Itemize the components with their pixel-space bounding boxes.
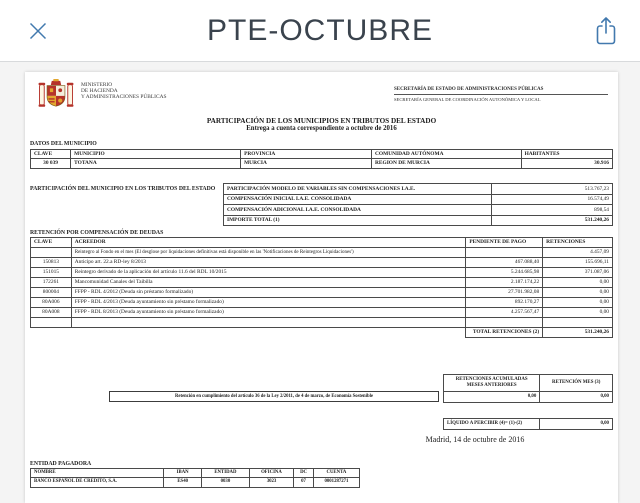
column-header-nombre: NOMBRE [31,469,164,478]
header-line: RETENCIONES ACUMULADAS [455,376,528,382]
column-header-oficina: OFICINA [249,469,293,478]
cell-empty [466,318,543,328]
table-row [31,248,613,258]
cell-cuenta: 0001287271 [313,478,359,488]
participacion-table [223,183,613,226]
column-header-provincia: PROVINCIA [241,150,372,159]
cell-acreedor: Reintegro al Fondo en el mes (El desglose por liquidaciones definitivas está disponible en las 'Notificaciones de Reintegros Liquidaciones') [71,248,466,258]
column-header-comunidad: COMUNIDAD AUTÓNOMA [372,150,522,159]
section-label-participacion: PARTICIPACIÓN DEL MUNICIPIO EN LOS TRIBUTOS DEL ESTADO [30,186,216,192]
ministry-name [81,82,166,101]
cell-clave: 80A008 [31,308,72,318]
column-header-entidad: ENTIDAD [202,469,250,478]
cell-pendiente: 27.701.982,08 [466,288,543,298]
table-header-row [31,150,613,159]
cell-importe: 16.574,49 [492,194,613,205]
cell-importe: 531.240,26 [492,215,613,226]
cell-empty [31,318,72,328]
section-label-entidad-pagadora: ENTIDAD PAGADORA [30,461,92,467]
table-row [31,298,613,308]
document-page [25,72,618,503]
document-title-line1: PARTICIPACIÓN DE LOS MUNICIPIOS EN TRIBUTOS DEL ESTADO [206,117,437,125]
cell-pendiente: 4.257.567,47 [466,308,543,318]
document-title [25,117,618,133]
column-header-pendiente: PENDIENTE DE PAGO [466,238,543,248]
cell-dc: 07 [294,478,314,488]
table-header-row [31,238,613,248]
cell-pendiente: 2.187.174,22 [466,278,543,288]
cell-retenciones: 0,00 [543,288,613,298]
total-retenciones-value: 531.240,26 [543,328,613,338]
column-header-habitantes: HABITANTES [521,150,612,159]
column-header-acumuladas [444,375,540,392]
table-row [444,392,613,403]
cell-empty [543,318,613,328]
cell-clave: 151015 [31,268,72,278]
spain-coat-of-arms-logo [37,78,75,110]
entidad-pagadora-table [30,468,360,488]
column-header-iban: IBAN [164,469,202,478]
column-header-clave: CLAVE [31,150,71,159]
close-icon [26,19,50,43]
cell-retenciones: 0,00 [543,298,613,308]
cell-retenciones: 0,00 [543,308,613,318]
table-header-row [31,469,360,478]
cell-acreedor: FFPP - RDL 4/2012 (Deuda sin préstamo formalizado) [71,288,466,298]
cell-retenciones: 371.087,06 [543,268,613,278]
document-title-line2: Entrega a cuenta correspondiente a octubre de 2016 [246,125,397,133]
table-row [444,419,613,430]
viewer-title: PTE-OCTUBRE [206,14,433,47]
cell-concepto: COMPENSACIÓN ADICIONAL I.A.E. CONSOLIDADA [224,205,492,216]
cell-nombre: BANCO ESPAÑOL DE CREDITO, S.A. [31,478,164,488]
section-label-datos-municipio: DATOS DEL MUNICIPIO [30,141,97,147]
cell-concepto: IMPORTE TOTAL (1) [224,215,492,226]
cell-empty [71,318,466,328]
cell-pendiente: 467.088,40 [466,258,543,268]
cell-spacer [31,328,466,338]
cell-retenciones: 155.696,11 [543,258,613,268]
cell-entidad: 0030 [202,478,250,488]
empty-row [31,318,613,328]
table-row [31,258,613,268]
cell-clave: 30 039 [31,159,71,169]
cell-municipio: TOTANA [71,159,241,169]
column-header-dc: DC [294,469,314,478]
column-header-retenciones: RETENCIONES [543,238,613,248]
close-button[interactable] [18,11,58,51]
column-header-retencion-mes: RETENCIÓN MES (3) [540,375,613,392]
cell-clave: 800004 [31,288,72,298]
table-row [224,194,613,205]
cell-oficina: 3023 [249,478,293,488]
table-row [31,159,613,169]
retencion-ley-nota: Retención en cumplimiento del artículo 36 de la Ley 2/2011, de 4 de marzo, de Economía Sostenible [109,391,439,402]
table-row [224,184,613,195]
table-row [31,288,613,298]
cell-acreedor: Anticipo art. 22.a RD-ley 8/2013 [71,258,466,268]
column-header-clave: CLAVE [31,238,72,248]
cell-importe: 898,54 [492,205,613,216]
table-row [31,268,613,278]
total-retenciones-label: TOTAL RETENCIONES (2) [466,328,543,338]
total-retenciones-row [31,328,613,338]
cell-retenciones: 0,00 [543,278,613,288]
document-scroll-area[interactable] [0,62,640,503]
cell-pendiente: 892.170,27 [466,298,543,308]
table-row [31,478,360,488]
cell-importe: 513.767,23 [492,184,613,195]
liquido-a-percibir-table [443,418,613,430]
table-row [224,205,613,216]
header-line: MESES ANTERIORES [466,383,517,388]
cell-pendiente: 5.244.685,98 [466,268,543,278]
cell-concepto: COMPENSACIÓN INICIAL I.A.E. CONSOLIDADA [224,194,492,205]
ministry-line: DE HACIENDA [81,88,118,95]
cell-acreedor: FFPP - RDL 4/2013 (Deuda ayuntamiento sin préstamo formalizado) [71,298,466,308]
retenciones-acumuladas-table [443,374,613,403]
section-label-retencion: RETENCIÓN POR COMPENSACIÓN DE DEUDAS [30,230,164,236]
cell-clave: 172261 [31,278,72,288]
table-header-row [444,375,613,392]
datos-municipio-table [30,149,613,169]
cell-acreedor: FFPP - RDL 8/2013 (Deuda ayuntamiento sin préstamo formalizado) [71,308,466,318]
cell-concepto: PARTICIPACIÓN MODELO DE VARIABLES SIN COMPENSACIONES I.A.E. [224,184,492,195]
cell-acreedor: Mancomunidad Canales del Taibilla [71,278,466,288]
date-line: Madrid, 14 de octubre de 2016 [425,435,525,444]
cell-pendiente [466,248,543,258]
ministry-line: Y ADMINISTRACIONES PÚBLICAS [81,94,167,101]
cell-retencion-mes-value: 0,00 [540,392,613,403]
liquido-value: 0,00 [540,419,613,430]
liquido-label: LÍQUIDO A PERCIBIR (4)= (1)-(2) [444,419,540,430]
ministry-line: MINISTERIO [81,82,113,88]
cell-clave [31,248,72,258]
secretaria-block [394,87,608,102]
cell-comunidad: REGION DE MURCIA [372,159,522,169]
cell-acreedor: Reintegro derivado de la aplicación del artículo 11.6 del RDL 10/2015 [71,268,466,278]
column-header-acreedor: ACREEDOR [71,238,466,248]
viewer-topbar [0,0,640,62]
secretaria-estado: SECRETARÍA DE ESTADO DE ADMINISTRACIONES PÚBLICAS [394,87,608,95]
column-header-municipio: MUNICIPIO [71,150,241,159]
secretaria-general: SECRETARÍA GENERAL DE COORDINACIÓN AUTONÓMICA Y LOCAL [394,96,541,102]
cell-provincia: MURCIA [241,159,372,169]
cell-habitantes: 30.916 [521,159,612,169]
cell-clave: 150813 [31,258,72,268]
cell-acumuladas-value: 0,00 [444,392,540,403]
column-header-cuenta: CUENTA [313,469,359,478]
importe-total-row [224,215,613,226]
table-row [31,278,613,288]
cell-iban: ES40 [164,478,202,488]
share-button[interactable] [586,11,626,51]
cell-clave: 80A006 [31,298,72,308]
table-row [31,308,613,318]
share-icon [593,15,619,47]
retencion-deudas-table [30,237,613,338]
cell-retenciones: 4.457,09 [543,248,613,258]
